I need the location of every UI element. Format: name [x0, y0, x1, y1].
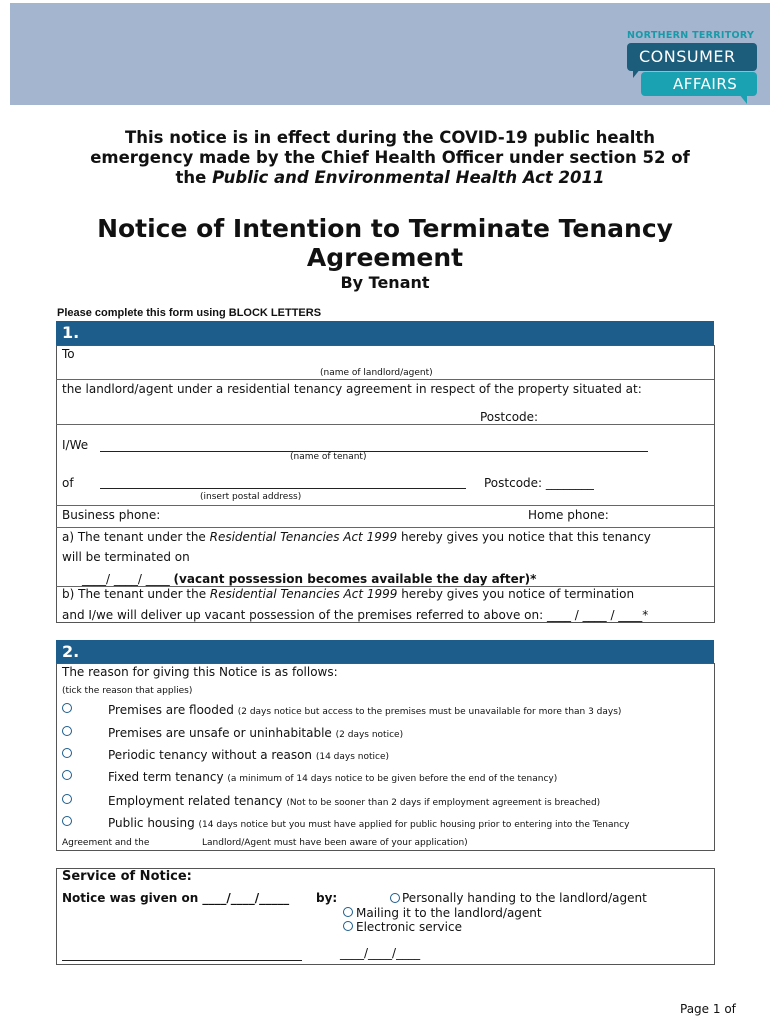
reason-public-housing [108, 816, 629, 830]
logo-bubble-tail [633, 68, 641, 78]
property-text: the landlord/agent under a residential tenancy agreement in respect of the property situated at: [62, 382, 642, 396]
radio-flooded[interactable] [62, 703, 72, 713]
tick-hint: (tick the reason that applies) [62, 686, 193, 696]
tenant-hint: (name of tenant) [290, 452, 367, 462]
logo-affairs-text: AFFAIRS [673, 75, 738, 93]
consumer-affairs-logo [627, 30, 767, 104]
logo-territory-text: NORTHERN TERRITORY [627, 30, 755, 41]
service-heading: Service of Notice: [62, 869, 192, 884]
section-2-heading: 2. [56, 640, 714, 664]
covid-line-2: emergency made by the Chief Health Officer under section 52 of [90, 148, 690, 167]
option-b-suffix: hereby gives you notice of termination [397, 587, 635, 601]
reason-flooded [108, 703, 621, 717]
business-phone-label[interactable]: Business phone: [62, 508, 161, 522]
service-option-electronic: Electronic service [356, 920, 462, 934]
page-subtitle: By Tenant [340, 273, 430, 292]
page-number: Page 1 of [680, 1002, 736, 1016]
iwe-label: I/We [62, 438, 89, 452]
reason-note: (a minimum of 14 days notice to be given before the end of the tenancy) [227, 774, 558, 784]
radio-personally[interactable] [390, 893, 400, 903]
service-option-personally: Personally handing to the landlord/agent [402, 891, 647, 905]
covid-line-3-prefix: the [175, 168, 213, 187]
logo-bubble-tail-2 [739, 94, 747, 104]
signature-date-field[interactable]: ____/____/____ [340, 946, 421, 960]
signature-line[interactable] [62, 960, 302, 961]
reason-unsafe [108, 726, 403, 740]
title-line-2: Agreement [306, 243, 464, 272]
by-label: by: [316, 891, 338, 905]
radio-fixed-term[interactable] [62, 770, 72, 780]
reason-intro: The reason for giving this Notice is as follows: [62, 665, 338, 679]
of-label: of [62, 476, 74, 490]
divider [56, 527, 714, 528]
service-option-mailing: Mailing it to the landlord/agent [356, 906, 542, 920]
divider [56, 379, 714, 380]
landlord-hint: (name of landlord/agent) [320, 368, 433, 378]
reason-fixed-term [108, 770, 557, 784]
reason-periodic [108, 748, 389, 762]
instructions: Please complete this form using BLOCK LETTERS [57, 307, 322, 319]
radio-public-housing[interactable] [62, 816, 72, 826]
option-a-line-2: will be terminated on [62, 550, 190, 564]
postal-hint: (insert postal address) [200, 492, 302, 502]
covid-notice [40, 128, 740, 188]
home-phone-label[interactable]: Home phone: [528, 508, 609, 522]
to-label: To [62, 347, 75, 361]
logo-consumer-text: CONSUMER [639, 47, 736, 66]
divider [56, 424, 714, 425]
option-a-suffix: hereby gives you notice that this tenancy [397, 530, 651, 544]
vacant-possession-note: (vacant possession becomes available the day after)* [173, 572, 537, 586]
section-1-heading: 1. [56, 321, 714, 345]
reason-note: (Not to be sooner than 2 days if employment agreement is breached) [286, 798, 601, 808]
radio-periodic[interactable] [62, 748, 72, 758]
option-a-line-1 [62, 530, 651, 544]
tenant-postcode-field[interactable]: Postcode: ________ [484, 476, 594, 490]
public-housing-cont-b: Landlord/Agent must have been aware of your application) [202, 838, 468, 848]
covid-line-3 [40, 168, 740, 188]
reason-label: Premises are unsafe or uninhabitable [108, 726, 332, 740]
option-b-line-1 [62, 587, 634, 601]
reason-note: (2 days notice) [335, 730, 404, 740]
option-a-line-3 [82, 572, 536, 586]
reason-label: Fixed term tenancy [108, 770, 224, 784]
option-b-prefix: b) The tenant under the [62, 587, 210, 601]
reason-label: Employment related tenancy [108, 794, 283, 808]
reason-note: (2 days notice but access to the premises must be unavailable for more than 3 days) [237, 707, 622, 717]
option-b-act: Residential Tenancies Act 1999 [209, 587, 398, 601]
covid-line-1: This notice is in effect during the COVID-19 public health [124, 128, 656, 147]
postal-address-field[interactable] [100, 488, 466, 489]
radio-electronic[interactable] [343, 921, 353, 931]
property-postcode-label: Postcode: [480, 410, 539, 424]
title-line-1: Notice of Intention to Terminate Tenancy [97, 214, 673, 243]
reason-employment [108, 794, 600, 808]
option-a-act: Residential Tenancies Act 1999 [209, 530, 398, 544]
tenant-name-field[interactable] [100, 451, 648, 452]
logo-bubble-affairs [641, 72, 757, 96]
reason-note: (14 days notice) [315, 752, 390, 762]
radio-unsafe[interactable] [62, 726, 72, 736]
radio-mailing[interactable] [343, 907, 353, 917]
option-a-prefix: a) The tenant under the [62, 530, 210, 544]
notice-given-date[interactable]: Notice was given on ____/____/_____ [62, 891, 290, 905]
reason-label: Periodic tenancy without a reason [108, 748, 313, 762]
covid-act-name: Public and Environmental Health Act 2011 [212, 168, 605, 187]
radio-employment[interactable] [62, 794, 72, 804]
page-title [40, 214, 730, 272]
option-b-line-2[interactable]: and I/we will deliver up vacant possession of the premises referred to above on: ____ / ____ / ____* [62, 608, 649, 622]
public-housing-cont-a: Agreement and the [62, 838, 150, 848]
reason-label: Public housing [108, 816, 195, 830]
termination-date-field[interactable]: ____/ ____/ ____ [82, 572, 170, 586]
reason-label: Premises are flooded [108, 703, 234, 717]
reason-note: (14 days notice but you must have applied for public housing prior to entering into the Tenancy [198, 820, 630, 830]
logo-bubble-consumer [627, 43, 757, 71]
divider [56, 505, 714, 506]
